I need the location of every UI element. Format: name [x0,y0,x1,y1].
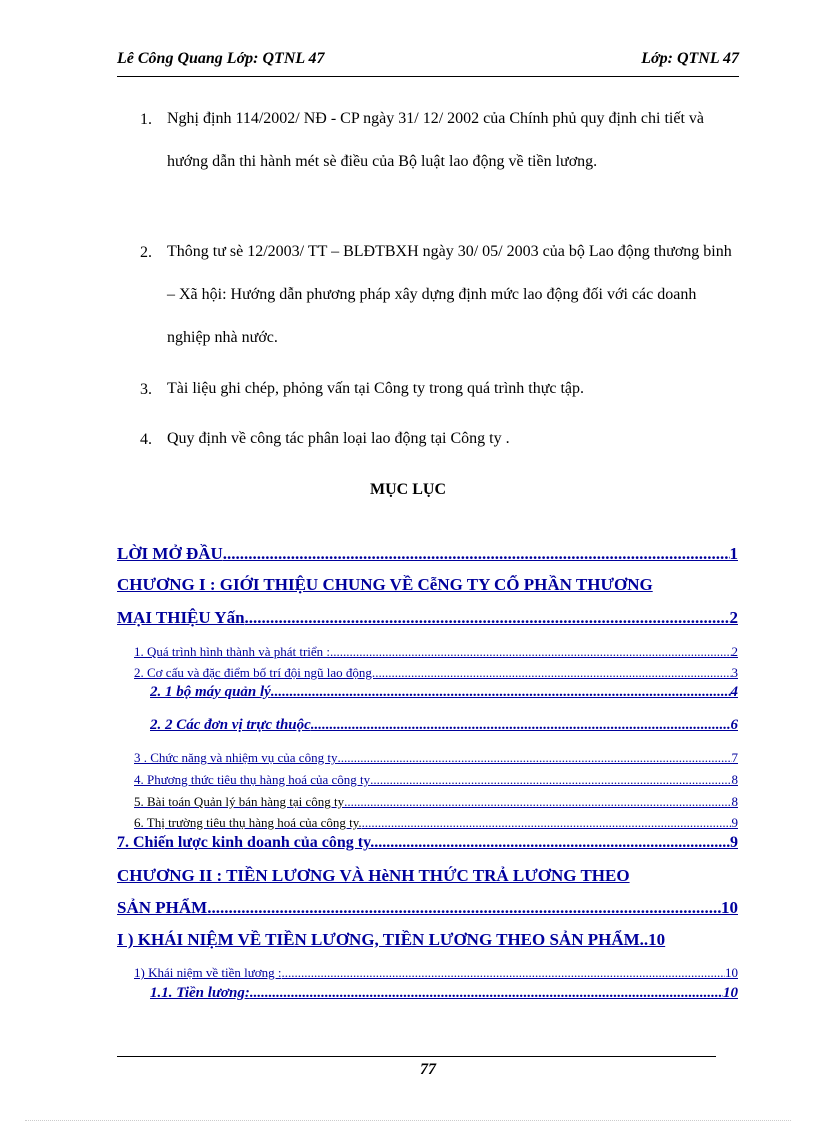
reference-text: Thông tư sè 12/2003/ TT – BLĐTBXH ngày 30/ 05/ 2003 của bộ Lao động thương binh – Xã hội: Hướng dẫn phương pháp xây dựng định mức lao động đối với các doanh nghiệp nhà nước. [167,243,732,346]
toc-entry-intro[interactable]: LỜI MỞ ĐẦU ..... 1 [117,544,738,564]
toc-entry-6[interactable]: 6. Thị trường tiêu thụ hàng hoá của công ty. ..... 9 [134,815,738,831]
header-author-class: Lê Công Quang Lớp: QTNL 47 [117,50,325,67]
reference-text: Quy định về công tác phân loại lao động tại Công ty . [167,430,510,447]
toc-entry-3[interactable]: 3 . Chức năng và nhiệm vụ của công ty ..... 7 [134,750,738,766]
reference-text: Tài liệu ghi chép, phỏng vấn tại Công ty trong quá trình thực tập. [167,380,585,397]
toc-entry-chapter-1-cont[interactable]: MẠI THIỆU Yấn ..... 2 [117,608,738,628]
page-edge [25,1120,791,1121]
toc-entry-2[interactable]: 2. Cơ cấu và đặc điểm bố trí đội ngũ lao động. ..... 3 [134,665,738,681]
toc-entry-1[interactable]: 1. Quá trình hình thành và phát triển : ..... 2 [134,644,738,660]
toc-title: MỤC LỤC [370,481,446,498]
toc-entry-section-i-1[interactable]: 1) Khái niệm về tiền lương : ..... 10 [134,965,738,981]
footer-rule [117,1056,716,1057]
toc-entry-chapter-2-cont[interactable]: SẢN PHẨM ..... 10 [117,898,738,918]
page-number: 77 [420,1061,436,1078]
toc-entry-2-1[interactable]: 2. 1 bộ máy quản lý ..... 4 [150,684,738,701]
toc-entry-5[interactable]: 5. Bài toán Quản lý bán hàng tại công ty ..... 8 [134,794,738,810]
reference-number: 4. [140,431,152,448]
reference-text: Nghị định 114/2002/ NĐ - CP ngày 31/ 12/ 2002 của Chính phủ quy định chi tiết và hướng dẫn thi hành mét sè điều của Bộ luật lao động về tiền lương. [167,110,704,170]
toc-entry-4[interactable]: 4. Phương thức tiêu thụ hàng hoá của công ty ..... 8 [134,772,738,788]
toc-entry-chapter-1[interactable]: CHƯƠNG I : GIỚI THIỆU CHUNG VỀ CễNG TY CỔ PHẦN THƯƠNG [117,575,653,594]
toc-entry-7[interactable]: 7. Chiến lược kinh doanh của công ty. ..... 9 [117,834,738,852]
reference-number: 3. [140,381,152,398]
header-class: Lớp: QTNL 47 [641,50,739,67]
reference-number: 1. [140,111,152,128]
toc-entry-chapter-2[interactable]: CHƯƠNG II : TIỀN LƯƠNG VÀ HèNH THỨC TRẢ LƯƠNG THEO [117,866,630,885]
toc-entry-2-2[interactable]: 2. 2 Các đơn vị trực thuộc ..... 6 [150,717,738,734]
page-header [117,50,739,77]
reference-number: 2. [140,244,152,261]
toc-entry-section-i[interactable]: I ) KHÁI NIỆM VỀ TIỀN LƯƠNG, TIỀN LƯƠNG THEO SẢN PHẨM ..10 [117,930,666,949]
toc-entry-section-i-1-1[interactable]: 1.1. Tiền lương: ..... 10 [150,985,738,1002]
